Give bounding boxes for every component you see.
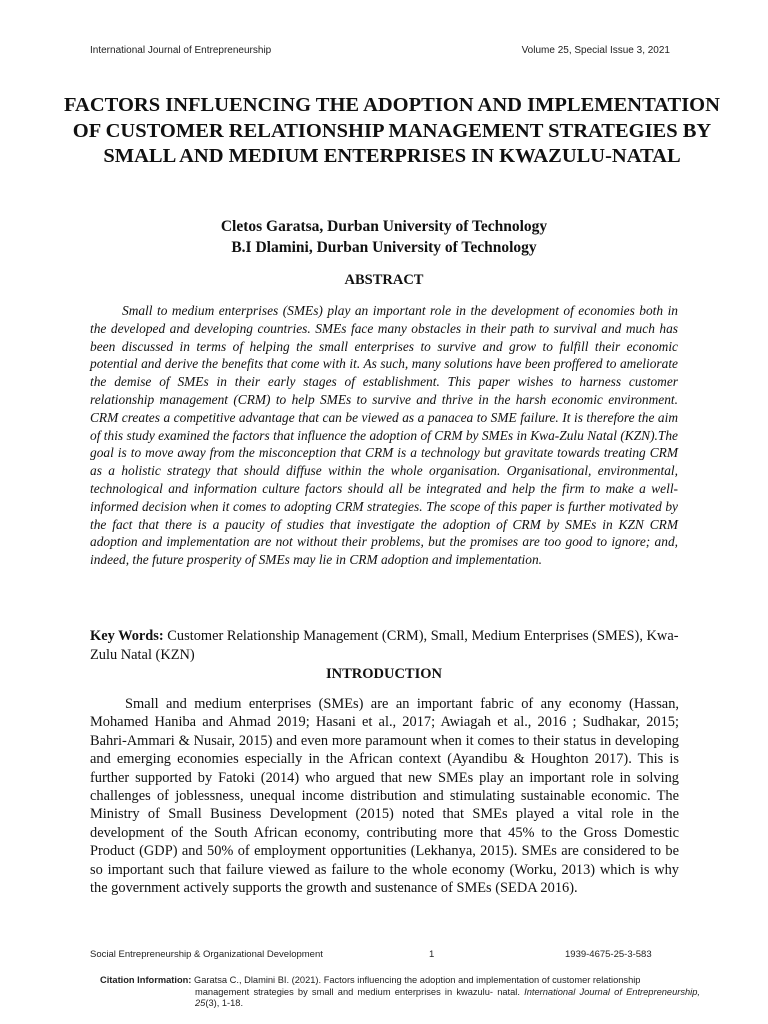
- article-code: 1939-4675-25-3-583: [565, 949, 652, 960]
- citation-text-1: Garatsa C., Dlamini BI. (2021). Factors influencing the adoption and implementation of customer relationship: [191, 975, 641, 985]
- paper-title: FACTORS INFLUENCING THE ADOPTION AND IMPLEMENTATION OF CUSTOMER RELATIONSHIP MANAGEMENT STRATEGIES BY SMALL AND MEDIUM ENTERPRISES IN KWAZULU-NATAL: [64, 94, 720, 167]
- citation-text-2: management strategies by small and medium enterprises in kwazulu- natal.: [195, 986, 525, 997]
- citation-journal: International Journal of Entrepreneurship, 25: [195, 986, 700, 1008]
- author-2: B.I Dlamini, Durban University of Technology: [231, 239, 537, 256]
- introduction-text: Small and medium enterprises (SMEs) are an important fabric of any economy (Hassan, Mohamed Haniba and Ahmad 2019; Hasani et al., 2017; Awiagah et al., 2016 ; Sudhakar, 2015; Bahri-Ammari & Nusair, 2015) and even more paramount when it comes to their status in developing and emerging economies especially in the African context (Ayandibu & Houghton 2017). This is further supported by Fatoki (2014) who argued that new SMEs play an important role in solving challenges of joblessness, unequal income distribution and stimulating sustainable economic. The Ministry of Small Business Development (2015) noted that SMEs played a vital role in the development of the South African economy, contributing more that 45% to the Gross Domestic Product (GDP) and 50% of employment opportunities (Lekhanya, 2015). SMEs are considered to be so important such that failure viewed as failure to the whole economy (Worku, 2013) which is why the government actively supports the growth and sustenance of SMEs (SEDA 2016).: [90, 696, 679, 897]
- author-1: Cletos Garatsa, Durban University of Technology: [220, 218, 548, 235]
- page-number: 1: [429, 949, 435, 960]
- abstract-heading: ABSTRACT: [344, 272, 424, 288]
- volume-header: Volume 25, Special Issue 3, 2021: [521, 45, 670, 56]
- author-list: [90, 216, 678, 258]
- journal-header: International Journal of Entrepreneurship: [90, 45, 272, 56]
- introduction-heading: INTRODUCTION: [325, 666, 442, 682]
- citation-tail: (3), 1-18.: [205, 998, 244, 1008]
- citation-label: Citation Information:: [100, 975, 192, 985]
- citation-block: [100, 975, 700, 1010]
- abstract-text: Small to medium enterprises (SMEs) play an important role in the development of economies both in the developed and developing countries. SMEs face many obstacles in their path to survival and much has been discussed in terms of helping the small enterprises to survive and grow to fulfill their economic potential and derive the benefits that come with it. As such, many solutions have been proffered to ameliorate the demise of SMEs in their early stages of establishment. This paper wishes to harness customer relationship management (CRM) to help SMEs to survive and thrive in the harsh economic environment. CRM creates a competitive advantage that can be viewed as a panacea to SME failure. It is therefore the aim of this study examined the factors that influence the adoption of CRM by SMEs in Kwa-Zulu Natal (KZN).The goal is to move away from the misconception that CRM is a technology but gravitate towards treating CRM as a holistic strategy that should diffuse within the whole organisation. Organisational, environmental, technological and information culture factors should all be integrated and help the firm to make a well-informed decision when it comes to adopting CRM strategies. The scope of this paper is further motivated by the fact that there is a paucity of studies that investigate the adoption of CRM by SMEs in KZN CRM adoption and implementation are not without their problems, but the promises are too good to ignore; and, indeed, the future prosperity of SMEs may lie in CRM adoption and implementation.: [90, 303, 678, 568]
- keywords-label: Key Words:: [90, 628, 164, 644]
- keywords-text: Customer Relationship Management (CRM), Small, Medium Enterprises (SMES), Kwa-Zulu Natal (KZN): [90, 628, 679, 663]
- keywords: [90, 627, 680, 664]
- footer-journal: Social Entrepreneurship & Organizational Development: [90, 949, 323, 960]
